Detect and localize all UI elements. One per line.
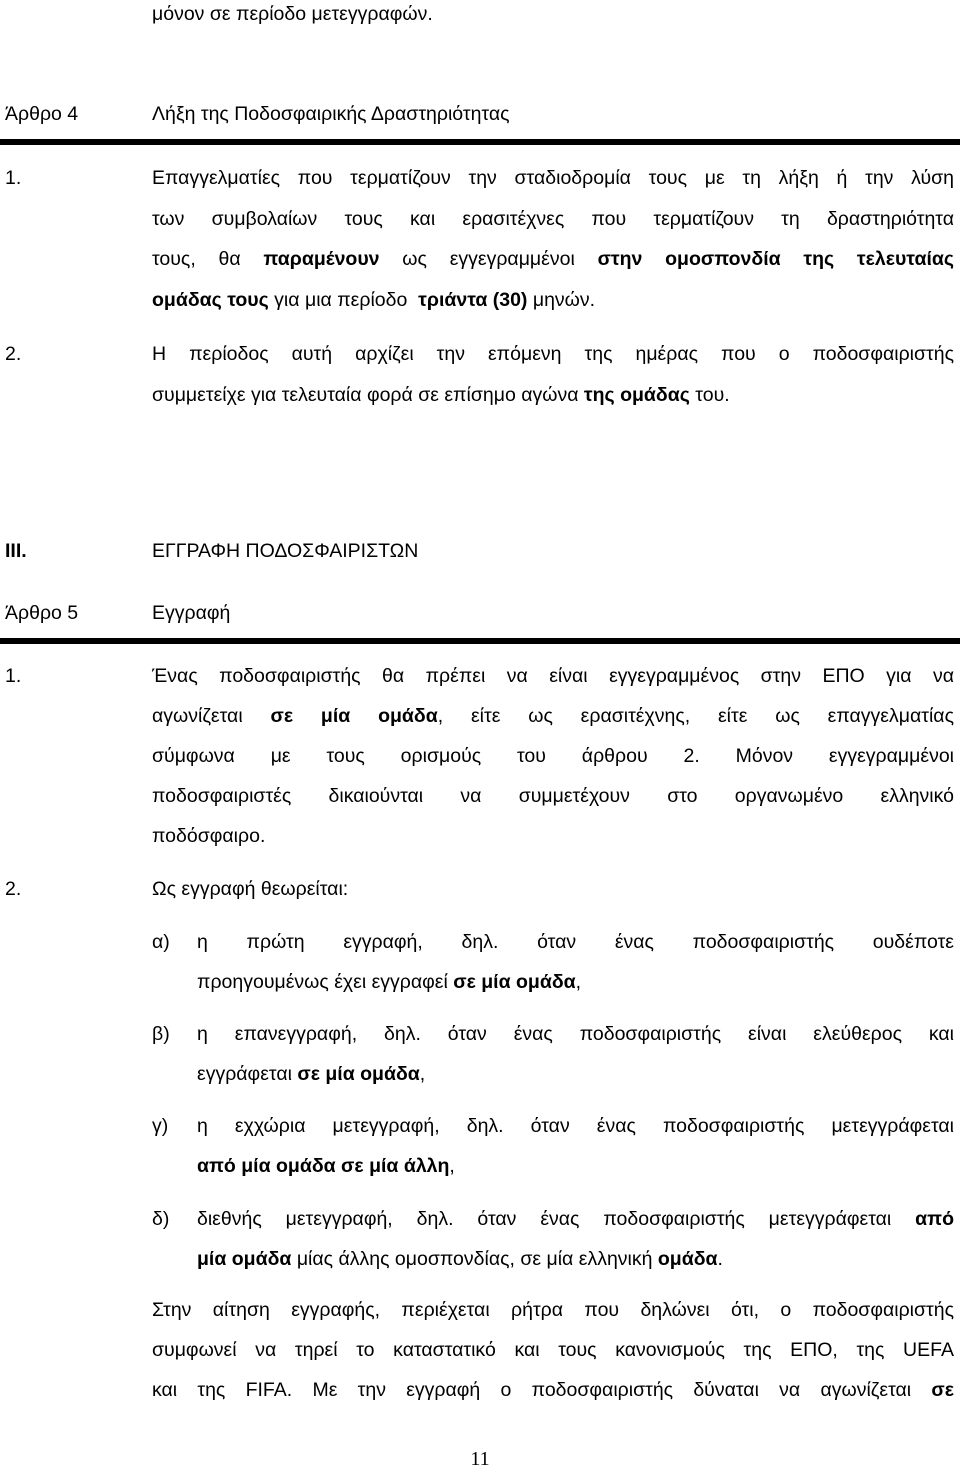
item-c-line-2: από μία ομάδα σε μία άλλη, xyxy=(197,1155,455,1177)
article-4-p2-number: 2. xyxy=(5,343,22,365)
article-4-p1-line-2: των συμβολαίων τους και ερασιτέχνες που τερματίζουν τη δραστηριότητα xyxy=(152,208,954,230)
item-d-line-1: διεθνής μετεγγραφή, δηλ. όταν ένας ποδοσφαιριστής μετεγγράφεται από xyxy=(197,1208,954,1230)
item-b-line-2: εγγράφεται σε μία ομάδα, xyxy=(197,1063,426,1085)
article-5-label: Άρθρο 5 xyxy=(5,602,79,624)
item-b-line-1: η επανεγγραφή, δηλ. όταν ένας ποδοσφαιριστής είναι ελεύθερος και xyxy=(197,1023,954,1045)
article-4-title: Λήξη της Ποδοσφαιρικής Δραστηριότητας xyxy=(152,103,510,125)
article-5-title: Εγγραφή xyxy=(152,602,231,624)
article-5-p1-line-1: Ένας ποδοσφαιριστής θα πρέπει να είναι εγγεγραμμένος στην ΕΠΟ για να xyxy=(152,665,954,687)
section-3-number: III. xyxy=(5,540,27,562)
closing-line-2: συμφωνεί να τηρεί το καταστατικό και τους κανονισμούς της ΕΠΟ, της UEFA xyxy=(152,1339,954,1361)
closing-line-3: και της FIFA. Με την εγγραφή ο ποδοσφαιριστής δύναται να αγωνίζεται σε xyxy=(152,1379,954,1401)
article-5-p1-line-5: ποδόσφαιρο. xyxy=(152,825,266,847)
article-5-p2-number: 2. xyxy=(5,878,22,900)
item-d-line-2: μία ομάδα μίας άλλης ομοσπονδίας, σε μία ελληνική ομάδα. xyxy=(197,1248,723,1270)
article-5-p1-line-3: σύμφωνα με τους ορισμούς του άρθρου 2. Μόνον εγγεγραμμένοι xyxy=(152,745,954,767)
article-5-p2-line-1: Ως εγγραφή θεωρείται: xyxy=(152,878,349,900)
item-a-label: α) xyxy=(152,931,170,953)
article-5-p1-line-4: ποδοσφαιριστές δικαιούνται να συμμετέχουν στο οργανωμένο ελληνικό xyxy=(152,785,954,807)
heading-rule xyxy=(0,139,960,145)
item-c-label: γ) xyxy=(152,1115,169,1137)
article-4-p1-line-1: Επαγγελματίες που τερματίζουν την σταδιοδρομία τους με τη λήξη ή την λύση xyxy=(152,167,954,189)
article-4-p1-line-3: τους, θα παραμένουν ως εγγεγραμμένοι στην ομοσπονδία της τελευταίας xyxy=(152,248,954,270)
article-4-p1-number: 1. xyxy=(5,167,22,189)
item-b-label: β) xyxy=(152,1023,170,1045)
article-5-p1-line-2: αγωνίζεται σε μία ομάδα, είτε ως ερασιτέχνης, είτε ως επαγγελματίας xyxy=(152,705,954,727)
intro-line: μόνον σε περίοδο μετεγγραφών. xyxy=(152,3,433,25)
item-c-line-1: η εχχώρια μετεγγραφή, δηλ. όταν ένας ποδοσφαιριστής μετεγγράφεται xyxy=(197,1115,954,1137)
section-3-title: ΕΓΓΡΑΦΗ ΠΟΔΟΣΦΑΙΡΙΣΤΩΝ xyxy=(152,540,419,562)
article-4-p2-line-2: συμμετείχε για τελευταία φορά σε επίσημο αγώνα της ομάδας του. xyxy=(152,384,730,406)
closing-line-1: Στην αίτηση εγγραφής, περιέχεται ρήτρα που δηλώνει ότι, ο ποδοσφαιριστής xyxy=(152,1299,954,1321)
article-4-p2-line-1: Η περίοδος αυτή αρχίζει την επόμενη της ημέρας που ο ποδοσφαιριστής xyxy=(152,343,954,365)
article-4-p1-line-4: ομάδας τους για μια περίοδο τριάντα (30) μηνών. xyxy=(152,289,596,311)
page-number: 11 xyxy=(470,1448,490,1470)
item-d-label: δ) xyxy=(152,1208,170,1230)
item-a-line-2: προηγουμένως έχει εγγραφεί σε μία ομάδα, xyxy=(197,971,582,993)
item-a-line-1: η πρώτη εγγραφή, δηλ. όταν ένας ποδοσφαιριστής ουδέποτε xyxy=(197,931,954,953)
heading-rule xyxy=(0,638,960,644)
article-4-label: Άρθρο 4 xyxy=(5,103,79,125)
article-5-p1-number: 1. xyxy=(5,665,22,687)
